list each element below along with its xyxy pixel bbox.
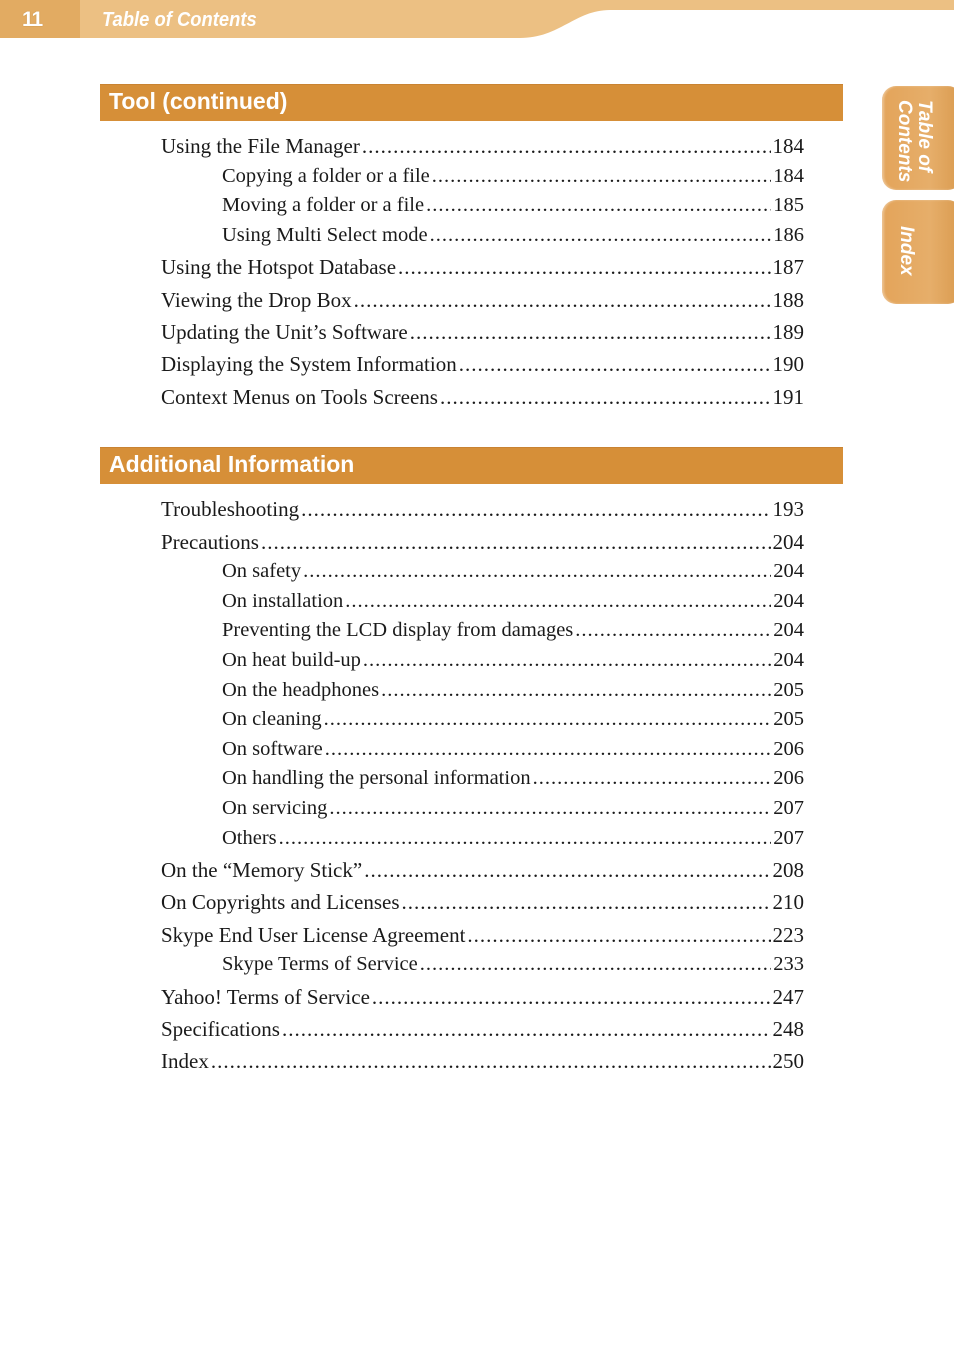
toc-entry-page: 184 [773,165,804,187]
toc-entry[interactable] [222,192,804,218]
toc-entry-page: 205 [773,708,804,730]
toc-entry-page: 247 [772,985,804,1009]
tab-index-label: Index [896,226,917,276]
dot-leader [533,765,772,791]
toc-entry-page: 207 [773,827,804,849]
toc-entry-page: 186 [773,224,804,246]
toc-entry[interactable] [161,1048,804,1074]
toc-entry-title: On the “Memory Stick” [161,858,363,882]
dot-leader [329,795,771,821]
toc-entry[interactable] [222,795,804,821]
toc-entry-title: Preventing the LCD display from damages [222,619,574,641]
toc-entry-title: Using the File Manager [161,134,360,158]
toc-entry[interactable] [161,384,804,410]
toc-entry[interactable] [222,222,804,248]
header-bar [0,0,954,40]
dot-leader [279,825,772,851]
toc-entry[interactable] [161,319,804,345]
dot-leader [372,984,771,1010]
toc-entry-title: Yahoo! Terms of Service [161,985,370,1009]
toc-entry[interactable] [222,677,804,703]
toc-entry-page: 184 [772,134,804,158]
toc-entry[interactable] [222,706,804,732]
toc-entry-page: 204 [773,649,804,671]
header-title: Table of Contents [102,9,257,31]
toc-entry-page: 206 [773,738,804,760]
toc-entry-page: 204 [772,530,804,554]
toc-entry[interactable] [222,951,804,977]
toc-entry-page: 207 [773,797,804,819]
toc-entry-title: Updating the Unit’s Software [161,320,408,344]
toc-entry[interactable] [222,736,804,762]
toc-entry[interactable] [161,922,804,948]
toc-entry[interactable] [161,889,804,915]
toc-entry-page: 189 [772,320,804,344]
toc-entry[interactable] [161,133,804,159]
toc-entry-page: 233 [773,953,804,975]
dot-leader [324,706,772,732]
toc-entry-title: On Copyrights and Licenses [161,890,400,914]
toc-entry[interactable] [161,1016,804,1042]
toc-entry[interactable] [161,351,804,377]
toc-entry-page: 204 [773,560,804,582]
dot-leader [345,588,771,614]
dot-leader [467,922,770,948]
section-title: Tool (continued) [109,88,288,114]
dot-leader [301,496,770,522]
toc-entry-page: 191 [772,385,804,409]
dot-leader [363,647,771,673]
toc-entry-page: 204 [773,590,804,612]
toc-entry-page: 250 [772,1049,804,1073]
toc-entry-title: On heat build-up [222,649,361,671]
toc-entry-title: Viewing the Drop Box [161,288,352,312]
toc-entry[interactable] [222,765,804,791]
toc-entry[interactable] [161,254,804,280]
toc-entry-page: 185 [773,194,804,216]
toc-entry[interactable] [222,588,804,614]
toc-entry[interactable] [161,496,804,522]
toc-entry[interactable] [222,825,804,851]
section-title: Additional Information [109,451,355,477]
dot-leader [426,192,771,218]
toc-entry-title: Using the Hotspot Database [161,255,397,279]
toc-entry-title: Troubleshooting [161,497,300,521]
toc-entry-title: On safety [222,560,302,582]
toc-entry[interactable] [161,984,804,1010]
dot-leader [362,133,771,159]
toc-entry-page: 248 [772,1017,804,1041]
toc-entry-title: On installation [222,590,344,612]
toc-entry-title: Moving a folder or a file [222,194,425,216]
toc-entry-page: 206 [773,767,804,789]
dot-leader [402,889,771,915]
toc-entry-title: Context Menus on Tools Screens [161,385,438,409]
dot-leader [459,351,771,377]
toc-entry[interactable] [161,529,804,555]
dot-leader [420,951,772,977]
section-header [100,84,843,121]
dot-leader [398,254,770,280]
toc-entry-title: On the headphones [222,679,380,701]
dot-leader [410,319,771,345]
toc-entry-title: Skype Terms of Service [222,953,418,975]
toc-entry[interactable] [222,617,804,643]
dot-leader [440,384,771,410]
toc-entry-title: Index [161,1049,209,1073]
toc-entry-page: 190 [772,352,804,376]
tab-index[interactable] [882,200,954,304]
tab-table-of-contents-label: Table of Contents [894,100,935,183]
toc-entry-title: On cleaning [222,708,322,730]
toc-entry-title: Others [222,827,277,849]
dot-leader [261,529,771,555]
dot-leader [282,1016,771,1042]
dot-leader [211,1048,771,1074]
toc-entry-page: 188 [772,288,804,312]
dot-leader [575,617,771,643]
dot-leader [325,736,771,762]
toc-entry[interactable] [222,647,804,673]
toc-entry-title: Displaying the System Information [161,352,457,376]
dot-leader [354,287,771,313]
dot-leader [381,677,771,703]
section-header [100,447,843,484]
dot-leader [432,163,771,189]
toc-entry[interactable] [161,287,804,313]
toc-entry-title: Skype End User License Agreement [161,923,466,947]
toc-entry-title: On handling the personal information [222,767,531,789]
toc-entry[interactable] [222,163,804,189]
page-number: 11 [22,8,43,31]
toc-entry-title: Using Multi Select mode [222,224,428,246]
toc-entry-title: Precautions [161,530,259,554]
toc-entry-page: 205 [773,679,804,701]
toc-entry-page: 210 [772,890,804,914]
dot-leader [303,558,771,584]
dot-leader [430,222,772,248]
toc-entry-page: 204 [773,619,804,641]
toc-entry-title: Specifications [161,1017,280,1041]
toc-entry-page: 187 [772,255,804,279]
toc-entry-title: Copying a folder or a file [222,165,430,187]
tab-table-of-contents[interactable] [882,86,954,190]
toc-entry-page: 208 [772,858,804,882]
toc-entry-title: On software [222,738,323,760]
toc-entry-title: On servicing [222,797,328,819]
toc-entry[interactable] [161,857,804,883]
toc-entry-page: 223 [772,923,804,947]
toc-entry-page: 193 [772,497,804,521]
dot-leader [364,857,770,883]
toc-entry[interactable] [222,558,804,584]
